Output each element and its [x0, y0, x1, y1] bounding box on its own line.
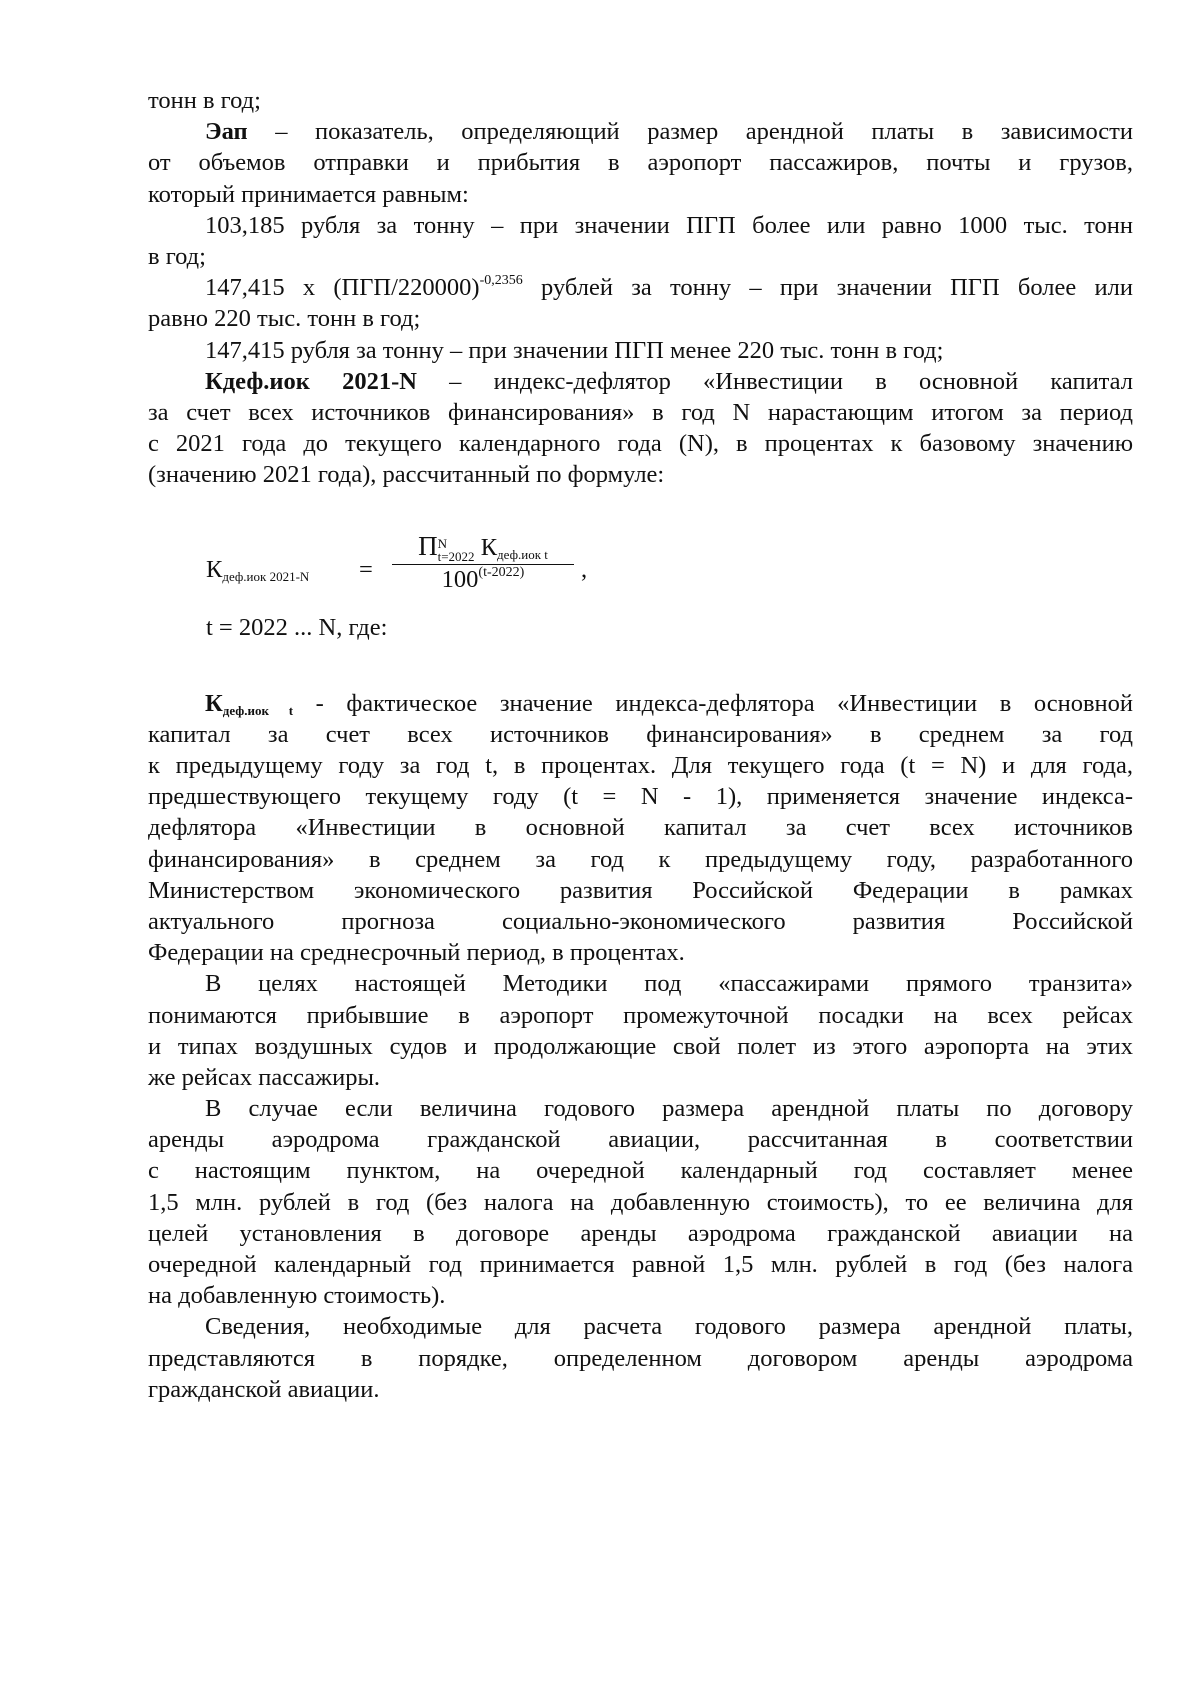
- text-line: [148, 781, 1133, 812]
- text-line: [148, 812, 1133, 843]
- text-line: [148, 1343, 1133, 1374]
- text: к предыдущему году за год t, в процентах. Для текущего года (t = N) и для года,: [148, 752, 1133, 779]
- text: же рейсах пассажиры.: [148, 1063, 381, 1091]
- product-symbol: П: [418, 531, 438, 562]
- text-line: [148, 750, 1133, 781]
- formula-denominator: [388, 565, 578, 595]
- text-line: [148, 1124, 1133, 1155]
- text-line: [148, 844, 1133, 875]
- text: с настоящим пунктом, на очередной календарный год составляет менее: [148, 1157, 1133, 1185]
- text: представляются в порядке, определенном договором аренды аэродрома: [148, 1344, 1133, 1372]
- text: предшествующего текущему году (t = N - 1), применяется значение индекса-: [148, 783, 1133, 811]
- text-line: [148, 937, 1133, 968]
- text-line: [148, 179, 1133, 210]
- formula-symbol: К: [480, 534, 498, 562]
- text: от объемов отправки и прибытия в аэропорт пассажиров, почты и грузов,: [148, 149, 1133, 177]
- text-line: [148, 875, 1133, 906]
- text-line: [148, 397, 1133, 428]
- formula-symbol: К: [206, 556, 223, 584]
- equals-sign: =: [359, 556, 373, 584]
- product-upper: N: [437, 535, 447, 551]
- text: который принимается равным:: [148, 180, 469, 208]
- text: В целях настоящей Методики под «пассажирами прямого транзита»: [205, 970, 1133, 998]
- formula-range: [206, 612, 1133, 643]
- text-line: [148, 147, 1133, 178]
- text-line: [148, 116, 1133, 147]
- text-line: [148, 1374, 1133, 1405]
- text-line: [148, 366, 1133, 397]
- text: - фактическое значение индекса-дефлятора «Инвестиции в основной: [293, 689, 1133, 717]
- text-line: [148, 303, 1133, 334]
- text-line: [148, 1000, 1133, 1031]
- text: актуального прогноза социально-экономического развития Российской: [148, 907, 1133, 935]
- text: понимаются прибывшие в аэропорт промежуточной посадки на всех рейсах: [148, 1001, 1133, 1029]
- formula-base: 100: [441, 566, 479, 594]
- text: Министерством экономического развития Российской Федерации в рамках: [148, 876, 1133, 904]
- formula-fraction: [388, 524, 578, 595]
- text: очередной календарный год принимается равной 1,5 млн. рублей в год (без налога: [148, 1251, 1133, 1278]
- term-kdef: Кдеф.иок 2021-N: [205, 367, 417, 395]
- text: 103,185 рубля за тонну – при значении ПГП более или равно 1000 тыс. тонн: [205, 211, 1133, 239]
- text: К: [205, 689, 223, 717]
- formula-subscript: деф.иок 2021-N: [222, 569, 310, 585]
- text: [205, 274, 523, 301]
- text: аренды аэродрома гражданской авиации, рассчитанная в соответствии: [148, 1126, 1133, 1154]
- text: – показатель, определяющий размер арендной платы в зависимости: [247, 118, 1133, 146]
- text: равно 220 тыс. тонн в год;: [148, 305, 421, 333]
- text-line: [148, 968, 1133, 999]
- formula-subscript: деф.иок t: [497, 547, 548, 563]
- text: Сведения, необходимые для расчета годового размера арендной платы,: [205, 1313, 1133, 1341]
- text: t = 2022 ... N, где:: [206, 614, 388, 642]
- text-line: [148, 1062, 1133, 1093]
- text-line: [148, 241, 1133, 272]
- text: рублей за тонну – при значении ПГП более или: [522, 274, 1133, 302]
- term-eap: Эап: [205, 118, 248, 146]
- text: – индекс-дефлятор «Инвестиции в основной капитал: [416, 367, 1133, 395]
- text-line: [148, 1280, 1133, 1311]
- formula-numerator: [388, 524, 578, 564]
- text: (значению 2021 года), рассчитанный по формуле:: [148, 461, 665, 489]
- text-line: [148, 906, 1133, 937]
- product-lower: t=2022: [437, 548, 475, 564]
- text-line: [148, 428, 1133, 459]
- text-line: [148, 210, 1133, 241]
- text-line: [148, 85, 1133, 116]
- text: с 2021 года до текущего календарного года (N), в процентах к базовому значению: [148, 430, 1133, 458]
- deflator-formula: [206, 524, 1133, 612]
- text: целей установления в договоре аренды аэродрома гражданской авиации на: [148, 1219, 1133, 1247]
- text: за счет всех источников финансирования» в год N нарастающим итогом за период: [148, 398, 1133, 426]
- text: гражданской авиации.: [148, 1375, 380, 1403]
- text: 147,415 рубля за тонну – при значении ПГП менее 220 тыс. тонн в год;: [205, 336, 944, 364]
- exponent: -0,2356: [479, 272, 523, 288]
- text-line: [148, 1311, 1133, 1342]
- text-line: [148, 1155, 1133, 1186]
- text-line: [148, 1187, 1133, 1218]
- text-line: [148, 459, 1133, 490]
- text-line: [148, 1249, 1133, 1280]
- text-line: [148, 335, 1133, 366]
- subscript: деф.иок t: [222, 702, 294, 718]
- text-line: [148, 1093, 1133, 1124]
- text: тонн в год;: [148, 87, 261, 114]
- text-line: [148, 688, 1133, 719]
- text: финансирования» в среднем за год к предыдущему году, разработанного: [148, 845, 1133, 873]
- text-line: [148, 1218, 1133, 1249]
- text: 147,415 x (ПГП/220000): [205, 274, 480, 302]
- text-line: [148, 1031, 1133, 1062]
- text: 1,5 млн. рублей в год (без налога на добавленную стоимость), то ее величина для: [148, 1188, 1133, 1216]
- term-kdef-t: [205, 690, 293, 717]
- text: капитал за счет всех источников финансирования» в среднем за год: [148, 720, 1133, 748]
- text: на добавленную стоимость).: [148, 1282, 446, 1310]
- document-page: [148, 85, 1133, 1405]
- text-line: [148, 719, 1133, 750]
- formula-comma: ,: [581, 556, 588, 584]
- text: дефлятора «Инвестиции в основной капитал за счет всех источников: [148, 814, 1133, 842]
- formula-exponent: (t-2022): [478, 565, 525, 581]
- text-line: [148, 272, 1133, 303]
- text: и типах воздушных судов и продолжающие свой полет из этого аэропорта на этих: [148, 1032, 1133, 1060]
- text: в год;: [148, 242, 206, 270]
- formula-lhs: [206, 554, 309, 585]
- text: Федерации на среднесрочный период, в процентах.: [148, 939, 685, 967]
- text: В случае если величина годового размера арендной платы по договору: [205, 1095, 1133, 1123]
